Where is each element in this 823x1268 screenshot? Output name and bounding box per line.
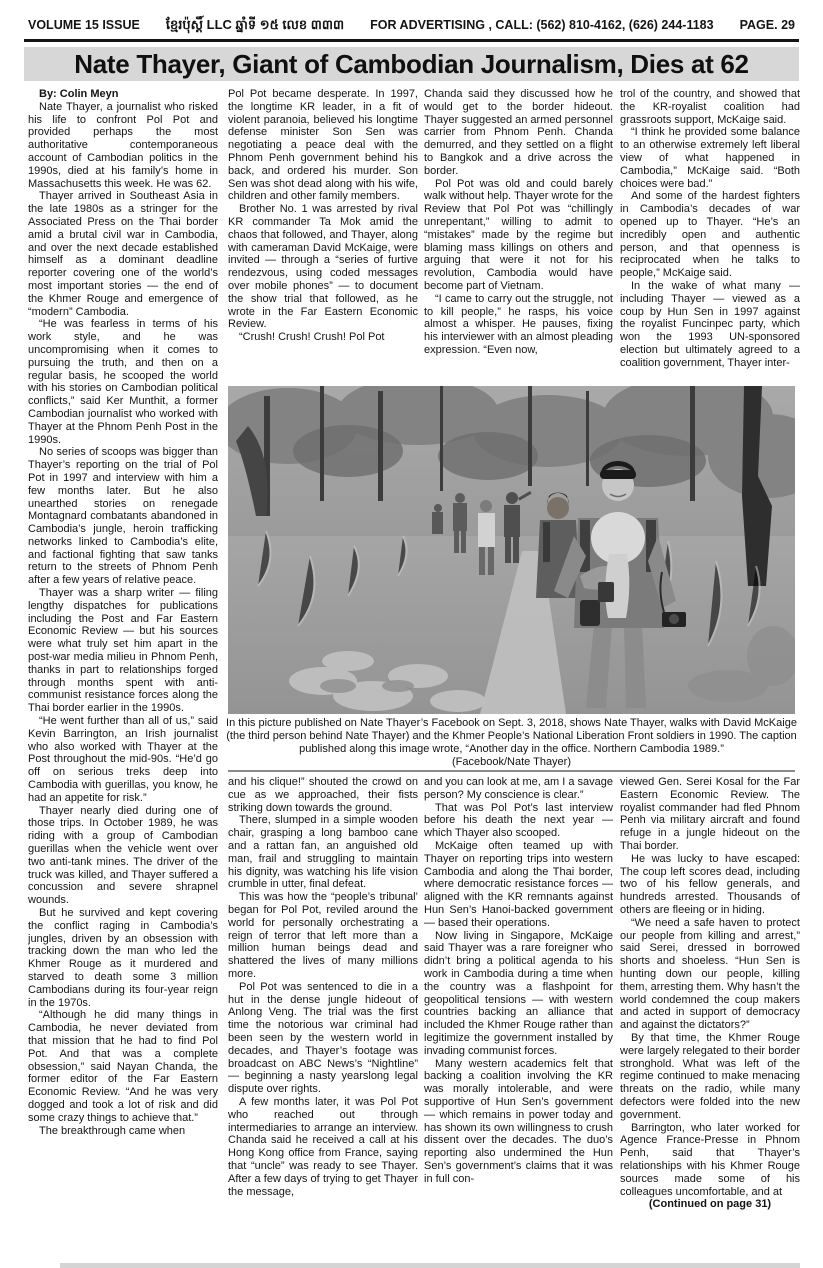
article-paragraph: “He went further than all of us,” said Kevin Barrington, an Irish journalist who also worked with Thayer at the Post throughout the mid-90s. “He’d go off on serious treks deep into Cambodia with guerillas, you know, he had an appetite for risk.” — [28, 715, 218, 804]
byline: By: Colin Meyn — [39, 88, 119, 100]
column-2-bottom-text — [228, 776, 418, 1246]
caption-divider — [228, 770, 795, 772]
article-paragraph: Barrington, who later worked for Agence France-Presse in Phnom Penh, said that Thayer’s relationships with his Khmer Rouge sources made some of his colleagues uncomfortable, and at — [620, 1121, 800, 1198]
scan-artifact-strip — [60, 1263, 800, 1268]
column-3-bottom-text — [424, 776, 613, 1246]
article-paragraph: “I came to carry out the struggle, not to kill people,” he rasps, his voice almost a whisper. He pauses, fixing his interviewer with an almost pleading expression. “Even now, — [424, 292, 613, 356]
article-paragraph: Pol Pot was sentenced to die in a hut in the dense jungle hideout of Anlong Veng. The trial was the first time the notorious war criminal had been seen by the western world in decades, and Thayer’s footage was broadcast on ABC News’s “Nightline” — beginning a nasty yearslong legal dispute over rights. — [228, 980, 418, 1096]
column-4-bottom-text — [620, 776, 800, 1246]
article-photo-illustration — [228, 386, 795, 714]
masthead — [28, 17, 795, 36]
column-4-top-text — [620, 88, 800, 386]
article-paragraph: Now living in Singapore, McKaige said Thayer was a rare foreigner who didn’t bring a political agenda to his work in Cambodia during a time when the country was a flashpoint for geopolitical tensions — with western countries backing an alliance that included the Khmer Rouge rather than legitimize the government installed by invading communist forces. — [424, 929, 613, 1057]
khmer-masthead-title: ខ្មែរប៉ុស្តិ៍ LLC ឆ្នាំទី ១៥ លេខ ៣៣៣ — [165, 17, 345, 32]
masthead-rule — [24, 39, 799, 42]
photo-credit: (Facebook/Nate Thayer) — [451, 755, 572, 768]
column-2-top-text — [228, 88, 418, 386]
article-paragraph: A few months later, it was Pol Pot who reached out through intermediaries to arrange an interview. Chanda said he received a call at his Hong Kong office from France, saying that “uncle” was ready to see Thayer. After a few days of trying to get Thayer the message, — [228, 1095, 418, 1198]
article-paragraph: “Although he did many things in Cambodia, he never deviated from that mission that he had to find Pol Pot. And that was a complete obsession,” said Nayan Chanda, the former editor of the Far Eastern Economic Review. “And he was very dogged and took a lot of risk and did some crazy things to achieve that.” — [28, 1009, 218, 1124]
article-paragraph: “I think he provided some balance to an otherwise extremely left liberal view of what happened in Cambodia,” McKaige said. “Both choices were bad.” — [620, 126, 800, 190]
article-paragraph: No series of scoops was bigger than Thayer’s reporting on the trial of Pol Pot in 1997 and interview with him a few months later. But he also unearthed stories on renegade Montagnard combatants abandoned in Cambodia’s jungle, heroin trafficking networks linked to Cambodia’s elite, and factional fighting that saw tanks return to the streets of Phnom Penh after a few years of relative peace. — [28, 446, 218, 587]
article-paragraph: trol of the country, and showed that the KR-royalist coalition had grassroots support, McKaige said. — [620, 88, 800, 126]
article-paragraph: The breakthrough came when — [39, 1124, 186, 1137]
article-paragraph: There, slumped in a simple wooden chair, grasping a long bamboo cane and a rattan fan, an anguished old man, frail and struggling to maintain his dignity, was watching his life vision crumble in utter, final defeat. — [228, 814, 418, 891]
article-paragraph: He was lucky to have escaped: The coup left scores dead, including two of his fellow generals, and hundreds arrested. Thousands of others are fleeing or in hiding. — [620, 852, 800, 916]
article-paragraph: Nate Thayer, a journalist who risked his life to confront Pol Pot and provided perhaps the most authoritative contemporaneous account of Cambodian politics in the 1990s, died at his family’s home in Massachusetts this week. He was 62. — [28, 100, 218, 190]
article-paragraph: In the wake of what many — including Thayer — viewed as a coup by Hun Sen in 1997 against the royalist Funcinpec party, which won the 1993 UN-sponsored election but ultimately agreed to a coalition government, Thayer inter- — [620, 279, 800, 369]
volume-issue-label: VOLUME 15 ISSUE — [28, 18, 140, 32]
article-paragraph: Chanda said they discussed how he would get to the border hideout. Thayer suggested an armed personnel carrier from Phnom Penh. Chanda demurred, and they settled on a flight to Bangkok and a drive across the border. — [424, 88, 613, 177]
continued-notice: (Continued on page 31) — [648, 1198, 772, 1211]
article-paragraph: That was Pol Pot’s last interview before his death the next year — which Thayer also scooped. — [424, 801, 613, 840]
headline-band — [24, 47, 799, 81]
article-paragraph: Pol Pot became desperate. In 1997, the longtime KR leader, in a fit of violent paranoia, believed his longtime defense minister Son Sen was negotiating a peace deal with the Phnom Penh government behind his back, and ordered his murder. Son Sen was shot dead along with his wife, children and other family members. — [228, 88, 418, 203]
advertising-contact: FOR ADVERTISING , CALL: (562) 810-4162, (626) 244-1183 — [370, 18, 714, 32]
article-paragraph: and his clique!” shouted the crowd on cue as we approached, their fists striking down towards the ground. — [228, 776, 418, 814]
photo-caption-block — [224, 717, 799, 769]
article-headline: Nate Thayer, Giant of Cambodian Journalism, Dies at 62 — [74, 48, 749, 79]
article-paragraph: But he survived and kept covering the conflict raging in Cambodia’s jungles, driven by an obsession with tracking down the man who led the Khmer Rouge as it murdered and starved to death some 3 million Cambodians during its four-year reign in the 1970s. — [28, 907, 218, 1009]
article-paragraph: viewed Gen. Serei Kosal for the Far Eastern Economic Review. The royalist commander had fled Phnom Penh via military aircraft and found refuge in a jungle hideout on the Thai border. — [620, 776, 800, 852]
article-paragraph: Thayer was a sharp writer — filing lengthy dispatches for publications including the Post and Far Eastern Economic Review — but his sources were what truly set him apart in the post-war media milieu in Phnom Penh, thanks in part to relationships forged through months spent with anti-communist resistance forces along the Thai border earlier in the 1990s. — [28, 587, 218, 715]
article-paragraph: “We need a safe haven to protect our people from killing and arrest,” said Serei, dressed in borrowed shorts and shoeless. “Hun Sen is hunting down our people, killing them, arresting them. Why hasn’t the world condemned the coup makers and acted in support of democracy and against the dictators?” — [620, 916, 800, 1032]
article-paragraph: McKaige often teamed up with Thayer on reporting trips into western Cambodia and along the Thai border, where democratic resistance forces — aligned with the KR remnants against Hun Sen’s Hanoi-backed government — based their operations. — [424, 839, 613, 929]
article-paragraph: And some of the hardest fighters in Cambodia’s decades of war opened up to Thayer. “He’s an incredibly open and authentic person, and that openness is reciprocated when he talks to people,” McKaige said. — [620, 190, 800, 280]
article-paragraph: and you can look at me, am I a savage person? My conscience is clear.” — [424, 776, 613, 801]
column-3-top-text — [424, 88, 613, 386]
article-paragraph: By that time, the Khmer Rouge were largely relegated to their border stronghold. What was left of the regime continued to make menacing threats on the radio, while many defectors were folded into the new government. — [620, 1031, 800, 1121]
photo-caption: In this picture published on Nate Thayer’s Facebook on Sept. 3, 2018, shows Nate Thayer, walks with David McKaige (the third person behind Nate Thayer) and the Khmer People’s National Liberation Front soldiers in 1990. The caption published along this image wrote, “Another day in the office. Northern Cambodia 1989.” — [226, 717, 797, 755]
photo-jungle-background — [228, 386, 795, 714]
page-number: PAGE. 29 — [739, 18, 795, 32]
article-paragraph: This was how the “people’s tribunal’ began for Pol Pot, reviled around the world for personally orchestrating a reign of terror that left more than a million human beings dead and shattered the lives of many millions more. — [228, 891, 418, 980]
article-photo — [228, 386, 795, 714]
article-paragraph: Pol Pot was old and could barely walk without help. Thayer wrote for the Review that Pol Pot was “chillingly unrepentant,” willing to admit to “mistakes” made by the regime but blaming mass killings on others and arguing that were it not for his revolution, Cambodia would have become part of Vietnam. — [424, 177, 613, 292]
article-paragraph: “He was fearless in terms of his work style, and he was uncompromising when it comes to pursuing the truth, and then on a regular basis, he scooped the world with his stories on Cambodian political conflicts,” said Ker Munthit, a former Cambodian journalist who worked with Thayer at the Phnom Penh Post in the 1990s. — [28, 318, 218, 446]
article-paragraph: Thayer arrived in Southeast Asia in the late 1980s as a stringer for the Associated Press on the Thai border amid a brutal civil war in Cambodia, and over the next decade established himself as a dominant deadline reporter covering one of the world’s most important stories — the end of the Khmer Rouge and emergence of “modern” Cambodia. — [28, 190, 218, 318]
column-1-text — [28, 88, 218, 1253]
article-paragraph: “Crush! Crush! Crush! Pol Pot — [239, 331, 385, 344]
article-paragraph: Brother No. 1 was arrested by rival KR commander Ta Mok amid the chaos that followed, and Thayer, along with cameraman David McKaige, were invited — through a “series of furtive rendezvous, using coded messages over mobile phones” — to document the show trial that followed, as he wrote in the Far Eastern Economic Review. — [228, 203, 418, 331]
article-paragraph: Many western academics felt that backing a coalition involving the KR was morally intolerable, and were supportive of Hun Sen’s government — which remains in power today and has shown its own willingness to crush dissent over the decades. The duo’s reporting also undermined the Hun Sen’s government’s claims that it was in full con- — [424, 1057, 613, 1185]
article-paragraph: Thayer nearly died during one of those trips. In October 1989, he was riding with a group of Cambodian guerillas when the vehicle went over two anti-tank mines. The driver of the truck was killed, and Thayer suffered a concussion and severe shrapnel wounds. — [28, 804, 218, 907]
